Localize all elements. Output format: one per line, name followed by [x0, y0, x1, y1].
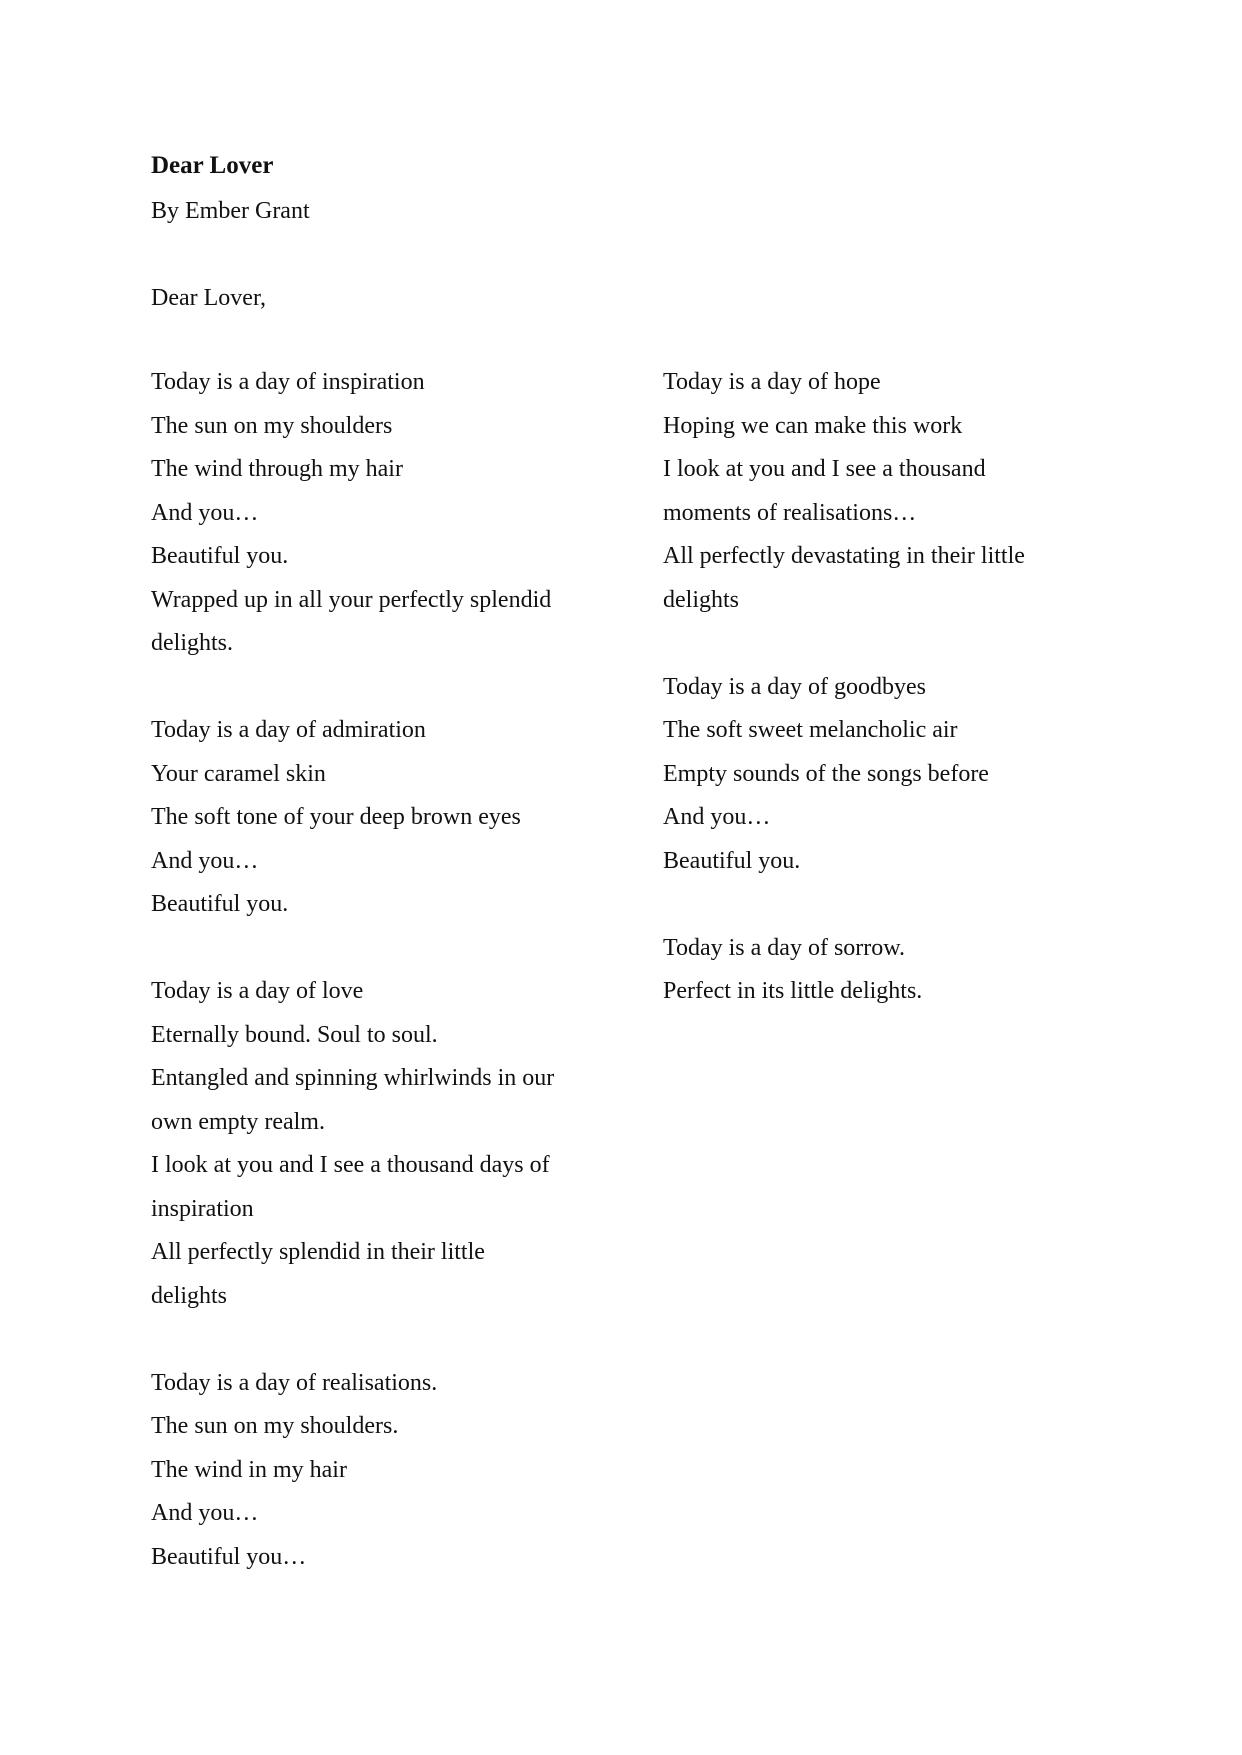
poem-line: Empty sounds of the songs before [663, 760, 989, 787]
poem-line: Today is a day of love [151, 978, 364, 1004]
poem-line: The soft sweet melancholic air [663, 717, 958, 743]
poem-line: And you… [151, 499, 259, 526]
poem-line: delights. [151, 630, 233, 656]
poem-line: The wind in my hair [151, 1456, 347, 1483]
poem-line: Beautiful you. [151, 543, 289, 569]
poem-title: Dear Lover [151, 152, 274, 179]
poem-line: Perfect in its little delights. [663, 978, 923, 1004]
poem-line: Hoping we can make this work [663, 412, 963, 439]
poem-line: delights [151, 1282, 227, 1309]
poem-line: And you… [663, 804, 771, 830]
stanza [151, 709, 591, 927]
poem-line: Your caramel skin [151, 760, 326, 787]
poem-salutation: Dear Lover, [151, 285, 266, 311]
poem-line: The sun on my shoulders. [151, 1413, 399, 1439]
poem-line: The wind through my hair [151, 456, 403, 482]
poem-line: delights [663, 586, 739, 613]
poem-line: Today is a day of admiration [151, 717, 426, 743]
poem-line: All perfectly devastating in their little [663, 543, 1025, 569]
poem-line: Eternally bound. Soul to soul. [151, 1021, 438, 1048]
poem-line: Today is a day of sorrow. [663, 934, 906, 961]
poem-line: moments of realisations… [663, 499, 917, 526]
poem-author: By Ember Grant [151, 198, 310, 224]
stanza [151, 970, 591, 1318]
poem-line: Beautiful you. [663, 847, 801, 874]
left-column [151, 361, 591, 1623]
stanza [663, 666, 1133, 884]
poem-line: The sun on my shoulders [151, 412, 393, 439]
poem-line: And you… [151, 847, 259, 874]
poem-line: All perfectly splendid in their little [151, 1239, 485, 1265]
poem-line: own empty realm. [151, 1108, 325, 1135]
poem-line: Today is a day of goodbyes [663, 673, 926, 700]
stanza [151, 361, 591, 666]
stanza [663, 361, 1133, 622]
poem-line: Wrapped up in all your perfectly splendid [151, 586, 552, 613]
poem-line: The soft tone of your deep brown eyes [151, 804, 521, 830]
poem-line: Today is a day of inspiration [151, 369, 425, 395]
poem-line: Beautiful you… [151, 1543, 307, 1570]
poem-line: I look at you and I see a thousand [663, 456, 986, 482]
poem-line: Today is a day of realisations. [151, 1369, 438, 1396]
right-column [663, 361, 1133, 1057]
poem-line: I look at you and I see a thousand days of [151, 1152, 550, 1178]
stanza [151, 1362, 591, 1580]
poem-line: And you… [151, 1500, 259, 1526]
stanza [663, 927, 1133, 1014]
poem-line: Entangled and spinning whirlwinds in our [151, 1065, 555, 1091]
poem-line: Today is a day of hope [663, 369, 881, 395]
poem-line: inspiration [151, 1195, 254, 1222]
poem-line: Beautiful you. [151, 891, 289, 917]
